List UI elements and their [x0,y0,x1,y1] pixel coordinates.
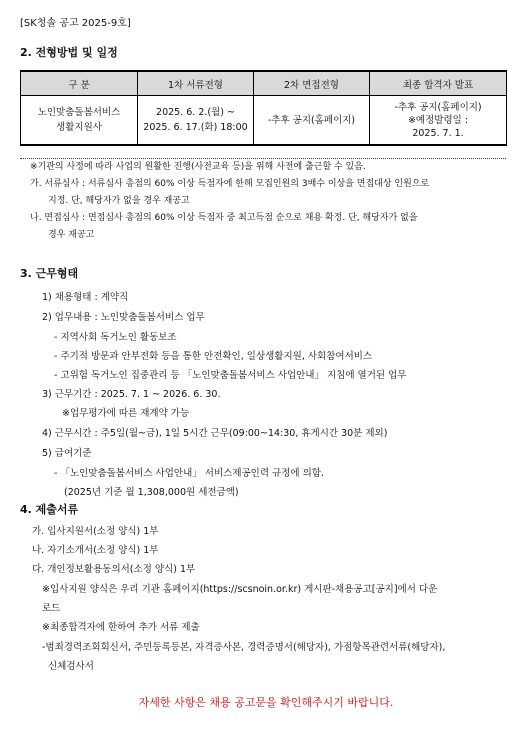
position-line-2: 생활지원사 [56,122,102,133]
contract-renewal-note: ※업무평가에 따른 재계약 가능 [62,408,190,419]
header-category: 구 분 [21,71,138,96]
job-duty-item: - 지역사회 독거노인 활동보조 [54,332,177,343]
final-candidate-note: ※최종합격자에 한하여 추가 서류 제출 [42,622,200,633]
salary-standard: 5) 급여기준 [42,448,92,459]
header-final-announcement: 최종 합격자 발표 [370,71,507,96]
header-interview: 2차 면접전형 [254,71,370,96]
schedule-table-header-row [21,71,507,96]
salary-amount: (2025년 기준 월 1,308,000원 세전금액) [64,487,239,498]
section-3-heading: 3. 근무형태 [20,267,79,280]
work-period: 3) 근무기간 : 2025. 7. 1 ~ 2026. 6. 30. [42,389,221,400]
work-hours: 4) 근무시간 : 주5일(월~금), 1일 5시간 근무(09:00~14:30, 휴게시간 30분 제외) [42,428,388,439]
cell-interview-schedule [254,96,370,146]
download-note-line-2: 로드 [42,603,61,614]
schedule-table [20,70,507,146]
closing-message: 자세한 사항은 채용 공고문을 확인해주시기 바랍니다. [138,696,394,709]
document-number: [SK청솔 공고 2025-9호] [20,18,131,29]
final-announcement-text: -추후 공지(홈페이지) [394,101,482,113]
document-screening-rule-line-2: 지정. 단, 해당자가 없을 경우 재공고 [48,196,190,206]
cell-position [21,96,138,146]
interview-rule-line-1: 나. 면접심사 : 면접심사 총점의 60% 이상 득점자 중 최고득점 순으로 채용 확정. 단, 해당자가 없을 [30,213,418,223]
additional-documents-line-1: -범죄경력조회회신서, 주민등록등본, 자격증사본, 경력증명서(해당자), 가점항목관련서류(해당자), [42,642,446,653]
document-period-end: 2025. 6. 17.(화) 18:00 [143,122,248,133]
required-document-privacy-consent: 다. 개인정보활용동의서(소정 양식) 1부 [32,564,196,575]
employment-type: 1) 채용형태 : 계약직 [42,292,129,303]
interview-schedule-text: -추후 공지(홈페이지) [267,114,356,126]
download-note-line-1: ※입사지원 양식은 우리 기관 홈페이지(https://scsnoin.or.kr) 게시판-채용공고[공지]에서 다운 [42,584,438,595]
cell-document-period [138,96,254,146]
additional-documents-line-2: 신체검사서 [48,661,94,672]
required-document-application: 가. 입사지원서(소정 양식) 1부 [32,526,159,537]
position-line-1: 노인맞춤돌봄서비스 [37,107,121,118]
required-document-self-introduction: 나. 자기소개서(소정 양식) 1부 [32,545,159,556]
job-duty-item: - 주기적 방문과 안부전화 등을 통한 안전확인, 일상생활지원, 사회참여서비스 [54,351,373,362]
expected-appointment-label: ※예정발령일 : [407,114,469,126]
schedule-note: ※기관의 사정에 따라 사업의 원활한 진행(사전교육 등)을 위해 사전에 출근할 수 있음. [30,162,366,172]
document-period-start: 2025. 6. 2.(월) ~ [156,107,235,118]
interview-rule-line-2: 경우 재공고 [48,230,95,240]
section-4-heading: 4. 제출서류 [20,503,79,516]
schedule-table-row [21,96,507,146]
section-2-heading: 2. 전형방법 및 일정 [20,46,118,59]
job-duty-item: - 고위험 독거노인 집중관리 등 「노인맞춤돌봄서비스 사업안내」 지침에 열거된 업무 [54,370,407,381]
salary-rule: - 「노인맞춤돌봄서비스 사업안내」 서비스제공인력 규정에 의함. [54,468,324,479]
header-document-screening: 1차 서류전형 [138,71,254,96]
cell-final-announcement [370,96,507,146]
expected-appointment-date: 2025. 7. 1. [412,127,464,139]
job-duties: 2) 업무내용 : 노인맞춤돌봄서비스 업무 [42,312,205,323]
document-screening-rule-line-1: 가. 서류심사 : 서류심사 총점의 60% 이상 득점자에 한해 모집인원의 3배수 이상을 면접대상 인원으로 [30,179,430,189]
